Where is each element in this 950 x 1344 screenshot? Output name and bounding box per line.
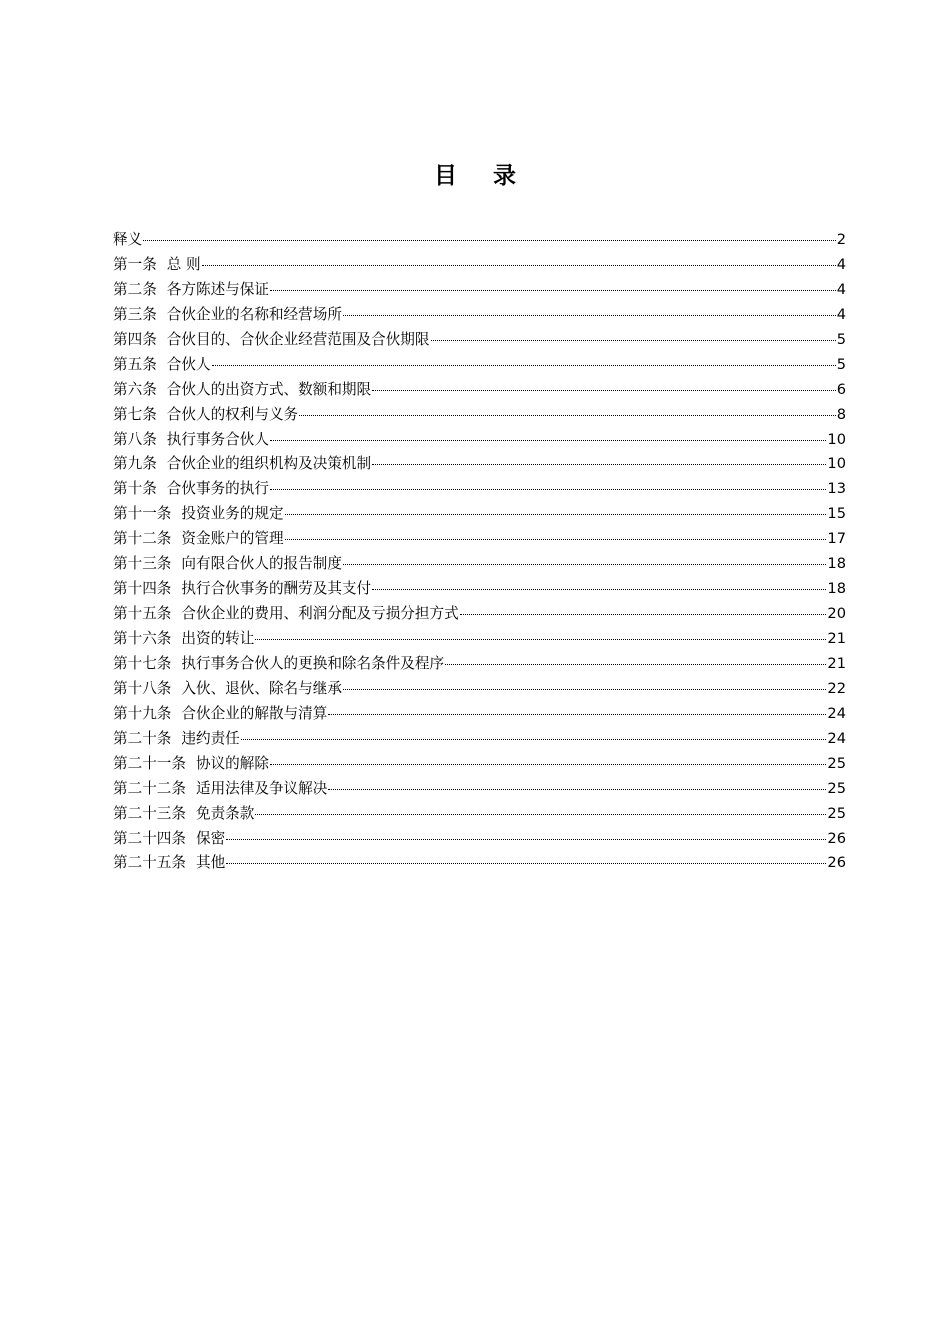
toc-entry-label: 投资业务的规定 <box>181 505 284 523</box>
toc-entry-number: 第四条 <box>113 330 157 348</box>
toc-entry-label: 合伙人的权利与义务 <box>166 405 299 423</box>
toc-entry-page-number: 21 <box>827 654 846 672</box>
toc-entry-label: 入伙、退伙、除名与继承 <box>181 679 342 697</box>
toc-entry[interactable] <box>113 502 846 527</box>
toc-entry[interactable] <box>113 253 846 278</box>
toc-entry[interactable] <box>113 428 846 453</box>
toc-entry[interactable] <box>113 602 846 627</box>
toc-entry-label: 保密 <box>195 829 226 847</box>
toc-dot-leader <box>226 863 826 864</box>
toc-dot-leader <box>270 290 836 291</box>
toc-entry-label: 合伙企业的组织机构及决策机制 <box>166 455 372 473</box>
toc-entry-page-number: 26 <box>827 854 846 872</box>
toc-entry[interactable] <box>113 802 846 827</box>
toc-entry[interactable] <box>113 303 846 328</box>
toc-entry-number: 第二十条 <box>113 729 172 747</box>
toc-entry-page-number: 4 <box>836 305 846 323</box>
toc-entry-page-number: 15 <box>827 505 846 523</box>
toc-dot-leader <box>255 814 826 815</box>
toc-entry-page-number: 25 <box>827 779 846 797</box>
toc-entry[interactable] <box>113 403 846 428</box>
toc-title: 目 录 <box>433 163 530 189</box>
toc-entry[interactable] <box>113 552 846 577</box>
toc-entry-number: 第十一条 <box>113 505 172 523</box>
toc-entry-number: 第十六条 <box>113 630 172 647</box>
toc-entry[interactable] <box>113 378 846 403</box>
toc-entry-number: 第十七条 <box>113 654 172 672</box>
toc-dot-leader <box>372 589 826 590</box>
toc-dot-leader <box>372 464 826 465</box>
toc-entry-number: 第十八条 <box>113 679 172 697</box>
toc-entry[interactable] <box>113 477 846 502</box>
toc-dot-leader <box>226 839 826 840</box>
toc-entry-label: 合伙人的出资方式、数额和期限 <box>166 380 372 398</box>
toc-entry-number: 第六条 <box>113 380 157 398</box>
toc-entry-page-number: 2 <box>836 231 846 248</box>
toc-dot-leader <box>270 440 826 441</box>
toc-entry-label: 资金账户的管理 <box>181 530 284 548</box>
toc-entry-number: 第二十一条 <box>113 754 186 772</box>
toc-entry-number: 第十九条 <box>113 704 172 722</box>
toc-entry-page-number: 10 <box>827 455 846 473</box>
toc-entry-page-number: 25 <box>827 804 846 822</box>
toc-entry-page-number: 18 <box>827 555 846 573</box>
toc-entry[interactable] <box>113 652 846 677</box>
toc-entry[interactable] <box>113 527 846 552</box>
toc-entry[interactable] <box>113 851 846 876</box>
toc-dot-leader <box>202 265 836 266</box>
toc-dot-leader <box>270 764 826 765</box>
toc-entry-label: 合伙企业的费用、利润分配及亏损分担方式 <box>181 605 459 623</box>
toc-dot-leader <box>328 789 826 790</box>
toc-entry[interactable] <box>113 452 846 477</box>
toc-entry-page-number: 18 <box>827 580 846 598</box>
toc-dot-leader <box>241 739 827 740</box>
toc-entry-number: 第三条 <box>113 305 157 323</box>
toc-entry-number: 第十条 <box>113 480 157 498</box>
toc-dot-leader <box>212 365 836 366</box>
toc-entry[interactable] <box>113 677 846 702</box>
toc-dot-leader <box>270 489 826 490</box>
toc-dot-leader <box>285 539 827 540</box>
toc-entry-page-number: 13 <box>827 480 846 498</box>
toc-dot-leader <box>328 714 826 715</box>
toc-entry-number: 第十四条 <box>113 580 172 598</box>
toc-entry-label: 协议的解除 <box>195 754 269 772</box>
toc-entry-page-number: 4 <box>836 255 846 273</box>
toc-entry-page-number: 10 <box>827 430 846 448</box>
toc-entry-page-number: 25 <box>827 754 846 772</box>
toc-dot-leader <box>143 240 836 241</box>
toc-dot-leader <box>372 390 836 391</box>
toc-entry-page-number: 24 <box>827 729 846 747</box>
toc-entry-label: 适用法律及争议解决 <box>195 779 328 797</box>
toc-entry-label: 各方陈述与保证 <box>166 280 269 298</box>
toc-dot-leader <box>431 340 836 341</box>
toc-entry-page-number: 17 <box>827 530 846 548</box>
toc-entry[interactable] <box>113 627 846 652</box>
toc-entry-number: 第七条 <box>113 405 157 423</box>
toc-entry-number: 第二十五条 <box>113 854 186 872</box>
toc-dot-leader <box>343 315 836 316</box>
toc-dot-leader <box>445 664 826 665</box>
toc-entry-label: 合伙企业的解散与清算 <box>181 704 328 722</box>
toc-dot-leader <box>343 689 826 690</box>
toc-entry[interactable] <box>113 278 846 303</box>
toc-entry-number: 第二条 <box>113 280 157 298</box>
toc-entry-label: 违约责任 <box>181 729 240 747</box>
toc-entry-label: 出资的转让 <box>181 630 255 647</box>
toc-dot-leader <box>285 514 827 515</box>
toc-entry[interactable] <box>113 577 846 602</box>
toc-entry[interactable] <box>113 702 846 727</box>
toc-entry-page-number: 6 <box>836 380 846 398</box>
toc-list <box>113 228 846 876</box>
toc-entry-number: 第二十四条 <box>113 829 186 847</box>
toc-entry-page-number: 26 <box>827 829 846 847</box>
toc-dot-leader <box>460 614 827 615</box>
toc-entry[interactable] <box>113 228 846 253</box>
toc-entry-label: 合伙人 <box>166 355 211 373</box>
toc-entry-page-number: 20 <box>827 605 846 623</box>
toc-entry-number: 第八条 <box>113 430 157 448</box>
toc-entry-number: 第二十二条 <box>113 779 186 797</box>
toc-dot-leader <box>299 415 836 416</box>
toc-entry[interactable] <box>113 827 846 852</box>
toc-entry-label: 总 则 <box>166 255 201 273</box>
toc-entry-page-number: 8 <box>836 405 846 423</box>
toc-dot-leader <box>255 639 826 640</box>
toc-entry-number: 第五条 <box>113 355 157 373</box>
toc-dot-leader <box>343 564 826 565</box>
toc-entry-label: 执行事务合伙人 <box>166 430 269 448</box>
toc-entry-label: 执行事务合伙人的更换和除名条件及程序 <box>181 654 445 672</box>
toc-entry-number: 第一条 <box>113 255 157 273</box>
toc-entry-number: 第十二条 <box>113 530 172 548</box>
toc-entry-label: 合伙目的、合伙企业经营范围及合伙期限 <box>166 330 430 348</box>
toc-entry-label: 免责条款 <box>195 804 255 822</box>
toc-entry[interactable] <box>113 353 846 378</box>
toc-entry[interactable] <box>113 777 846 802</box>
toc-entry[interactable] <box>113 752 846 777</box>
toc-entry-page-number: 21 <box>827 630 846 647</box>
toc-entry-page-number: 22 <box>827 679 846 697</box>
toc-entry-label: 其他 <box>195 854 226 872</box>
toc-entry[interactable] <box>113 727 846 752</box>
toc-entry-label: 合伙事务的执行 <box>166 480 269 498</box>
toc-entry-page-number: 4 <box>836 280 846 298</box>
toc-entry-number: 第九条 <box>113 455 157 473</box>
toc-entry[interactable] <box>113 328 846 353</box>
toc-entry-label: 执行合伙事务的酬劳及其支付 <box>181 580 372 598</box>
toc-entry-page-number: 24 <box>827 704 846 722</box>
toc-entry-label: 合伙企业的名称和经营场所 <box>166 305 342 323</box>
toc-entry-page-number: 5 <box>836 330 846 348</box>
toc-entry-number: 第二十三条 <box>113 804 186 822</box>
toc-entry-number: 第十三条 <box>113 555 172 573</box>
toc-entry-label: 向有限合伙人的报告制度 <box>181 555 342 573</box>
toc-entry-page-number: 5 <box>836 355 846 373</box>
toc-entry-label: 释义 <box>113 231 143 248</box>
toc-entry-number: 第十五条 <box>113 605 172 623</box>
